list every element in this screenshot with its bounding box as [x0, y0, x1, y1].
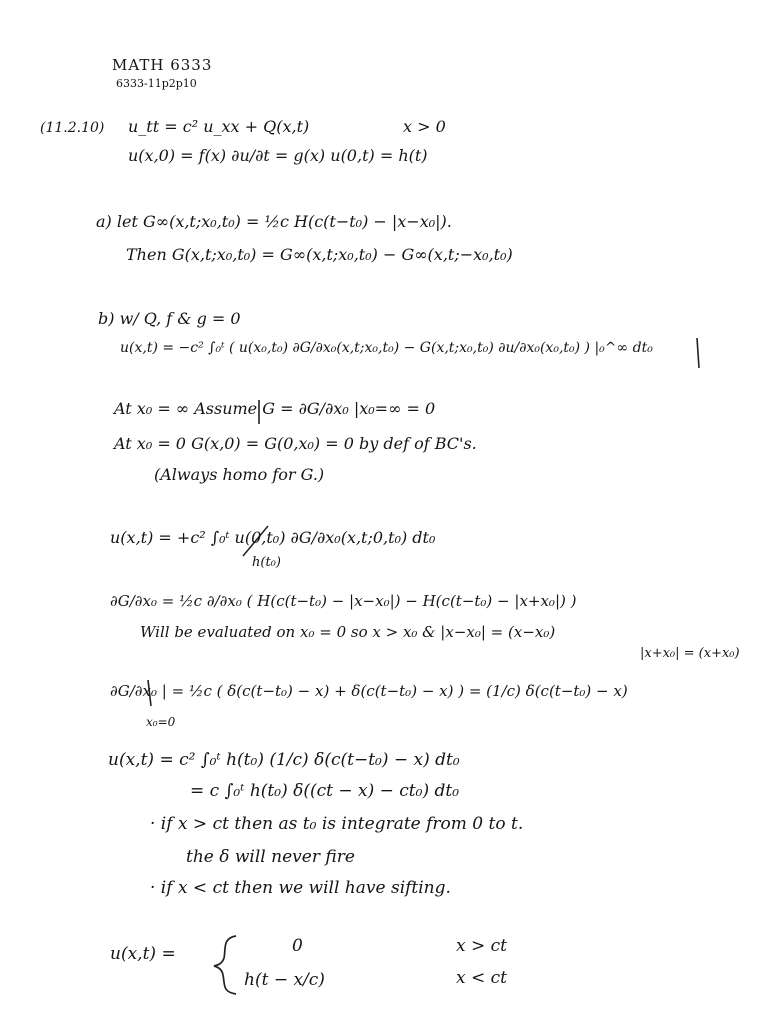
file-reference: 6333-11p2p10	[116, 77, 197, 90]
part-b-line15: · if x < ct then we will have sifting.	[150, 878, 451, 898]
part-b-line6: u(x,t) = +c² ∫₀ᵗ u(0,t₀) ∂G/∂x₀(x,t;0,t₀) dt₀	[110, 528, 436, 547]
evaluation-bar	[697, 338, 699, 368]
part-b-line4: At x₀ = 0 G(x,0) = G(0,x₀) = 0 by def of BC's.	[114, 434, 477, 453]
case2-condition: x < ct	[456, 968, 507, 988]
case2-value: h(t − x/c)	[244, 970, 325, 990]
part-b-line1: b) w/ Q, f & g = 0	[98, 309, 241, 328]
part-b-line11: u(x,t) = c² ∫₀ᵗ h(t₀) (1/c) δ(c(t−t₀) − x) dt₀	[108, 750, 460, 770]
case1-condition: x > ct	[456, 936, 507, 956]
pde-domain: x > 0	[403, 117, 446, 136]
part-a-line2: Then G(x,t;x₀,t₀) = G∞(x,t;x₀,t₀) − G∞(x,t;−x₀,t₀)	[126, 245, 513, 264]
part-b-line8: Will be evaluated on x₀ = 0 so x > x₀ & |x−x₀| = (x−x₀)	[140, 623, 556, 641]
part-b-line9: |x+x₀| = (x+x₀)	[640, 646, 740, 661]
pde-equation: u_tt = c² u_xx + Q(x,t)	[128, 117, 310, 136]
part-a-line1: a) let G∞(x,t;x₀,t₀) = ½c H(c(t−t₀) − |x−x₀|).	[96, 212, 452, 231]
course-title: MATH 6333	[112, 56, 213, 74]
part-b-line10: ∂G/∂x₀ | = ½c ( δ(c(t−t₀) − x) + δ(c(t−t₀) − x) ) = (1/c) δ(c(t−t₀) − x)	[110, 682, 628, 700]
solution-lhs: u(x,t) =	[110, 944, 176, 964]
part-b-line6-note: h(t₀)	[252, 555, 281, 570]
part-b-line14: the δ will never fire	[186, 847, 355, 867]
part-b-line3: At x₀ = ∞ Assume G = ∂G/∂x₀ |x₀=∞ = 0	[114, 399, 436, 418]
problem-label: (11.2.10)	[40, 120, 105, 136]
part-b-line13: · if x > ct then as t₀ is integrate from 0 to t.	[150, 814, 524, 834]
part-b-line12: = c ∫₀ᵗ h(t₀) δ((ct − x) − ct₀) dt₀	[190, 781, 460, 801]
initial-boundary-conditions: u(x,0) = f(x) ∂u/∂t = g(x) u(0,t) = h(t)	[128, 146, 428, 165]
part-b-line2: u(x,t) = −c² ∫₀ᵗ ( u(x₀,t₀) ∂G/∂x₀(x,t;x₀,t₀) − G(x,t;x₀,t₀) ∂u/∂x₀(x₀,t₀) ) |₀^∞ dt₀	[120, 340, 653, 356]
part-b-line10-sub: x₀=0	[146, 715, 176, 729]
part-b-line5: (Always homo for G.)	[154, 465, 325, 484]
case1-value: 0	[292, 936, 303, 956]
part-b-line7: ∂G/∂x₀ = ½c ∂/∂x₀ ( H(c(t−t₀) − |x−x₀|) − H(c(t−t₀) − |x+x₀|) )	[110, 592, 577, 610]
piecewise-brace	[214, 936, 236, 994]
